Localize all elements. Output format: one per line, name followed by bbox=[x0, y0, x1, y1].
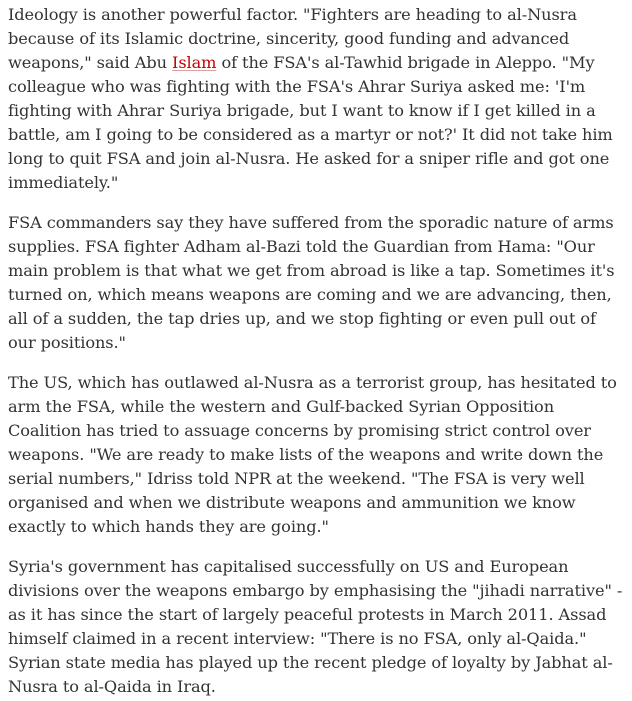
paragraph-syria-government: Syria's government has capitalised successfully on US and European divisions over the weapons embargo by emphasising the "jihadi narrative" - as it has since the start of largely peaceful protests in March 2011. Assad himself claimed in a recent interview: "There is no FSA, only al-Qaida." Syrian state media has played up the recent pledge of loyalty by Jabhat al-Nusra to al-Qaida in Iraq. bbox=[8, 557, 623, 696]
paragraph-ideology bbox=[8, 3, 624, 195]
paragraph-text-after-link: of the FSA's al-Tawhid brigade in Aleppo. "My colleague who was fighting with the FSA's Ahrar Suriya asked me: 'I'm fighting with Ahrar Suriya brigade, but I want to know if I get killed in a battle, am I going to be considered as a martyr or not?' It did not take him long to quit FSA and join al-Nusra. He asked for a sniper rifle and got one immediately." bbox=[8, 53, 613, 192]
paragraph-text-before-link: Ideology is another powerful factor. "Fighters are heading to al-Nusra because of its Islamic doctrine, sincerity, good funding and advanced weapons," said Abu bbox=[8, 5, 577, 72]
paragraph-arms-supplies: FSA commanders say they have suffered from the sporadic nature of arms supplies. FSA fighter Adham al-Bazi told the Guardian from Hama: "Our main problem is that what we get from abroad is like a tap. Sometimes it's turned on, which means weapons are coming and we are advancing, then, all of a sudden, the tap dries up, and we stop fighting or even pull out of our positions." bbox=[8, 213, 615, 352]
paragraph-us-policy: The US, which has outlawed al-Nusra as a terrorist group, has hesitated to arm the FSA, while the western and Gulf-backed Syrian Opposition Coalition has tried to assuage concerns by promising strict control over weapons. "We are ready to make lists of the weapons and write down the serial numbers," Idriss told NPR at the weekend. "The FSA is very well organised and when we distribute weapons and ammunition we know exactly to which hands they are going." bbox=[8, 373, 617, 536]
islam-topic-link[interactable]: Islam bbox=[172, 53, 217, 72]
